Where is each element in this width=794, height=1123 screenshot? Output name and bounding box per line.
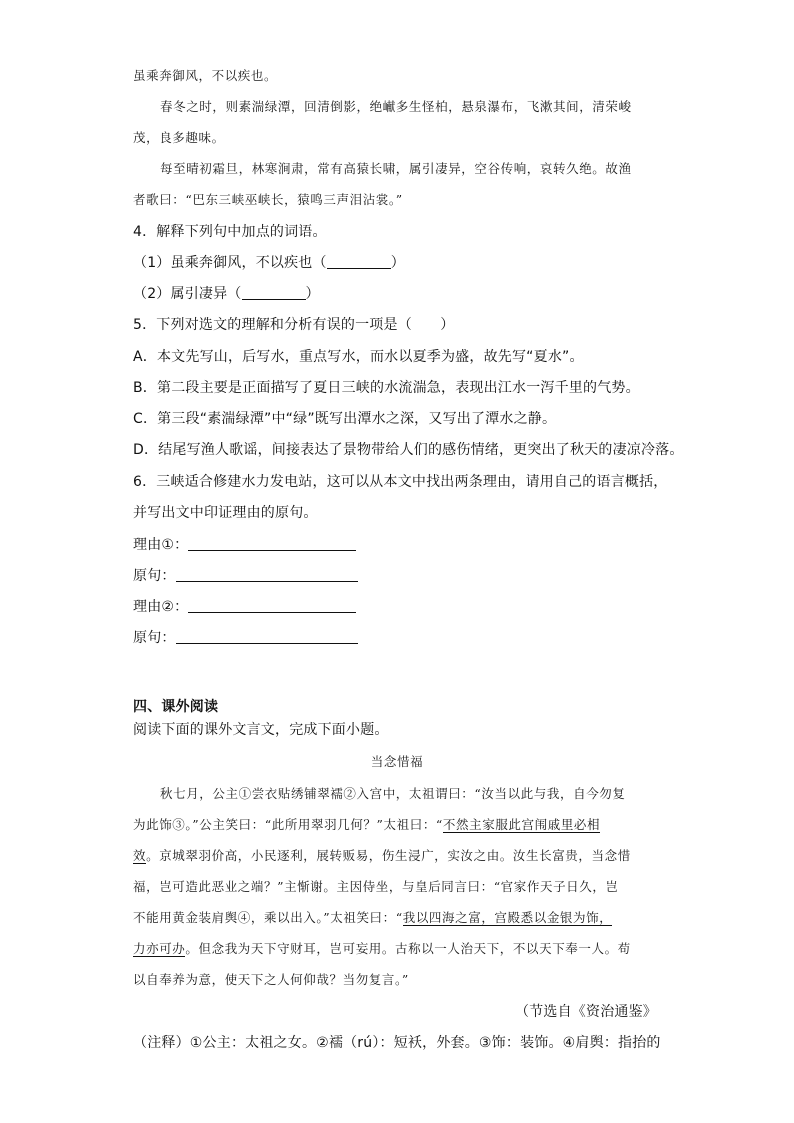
passage-text: 。京城翠羽价高，小民逐利，展转贩易，伤生浸广，实汝之由。汝生长富贵，当念惜 bbox=[146, 848, 631, 863]
answer-blank[interactable] bbox=[242, 285, 306, 300]
option-a: A．本文先写山，后写水，重点写水，而水以夏季为盛，故先写“夏水”。 bbox=[133, 349, 584, 365]
question-text: （1）虽乘奔御风，不以疾也（ bbox=[133, 255, 327, 271]
section-heading: 四、课外阅读 bbox=[133, 699, 219, 715]
reason-1-row bbox=[133, 535, 356, 555]
source-citation: （节选自《资治通鉴》 bbox=[515, 1004, 657, 1020]
question-4-2 bbox=[133, 284, 320, 304]
question-5: 5．下列对选文的理解和分析有误的一项是（ ） bbox=[133, 317, 455, 333]
original-1-row bbox=[133, 566, 358, 586]
option-b: B．第二段主要是正面描写了夏日三峡的水流湍急，表现出江水一泻千里的气势。 bbox=[133, 380, 640, 396]
passage-line bbox=[133, 908, 612, 928]
answer-blank[interactable] bbox=[176, 567, 358, 582]
question-6-cont: 并写出文中印证理由的原句。 bbox=[133, 505, 318, 521]
underlined-sentence: 效 bbox=[133, 848, 147, 863]
option-d: D．结尾写渔人歌谣，间接表达了景物带给人们的感伤情绪，更突出了秋天的凄凉冷落。 bbox=[133, 442, 684, 458]
passage-line: 者歌曰：“巴东三峡巫峡长，猿鸣三声泪沾裳。” bbox=[133, 192, 403, 207]
passage-line: 虽乘奔御风，不以疾也。 bbox=[133, 68, 278, 83]
reason-label: 理由②： bbox=[133, 599, 189, 615]
passage-text: 不能用黄金装肩舆④，乘以出入。”太祖笑曰：“ bbox=[133, 910, 403, 925]
passage-line bbox=[133, 846, 631, 866]
original-2-row bbox=[133, 628, 358, 648]
section-instruction: 阅读下面的课外文言文，完成下面小题。 bbox=[133, 722, 389, 738]
answer-blank[interactable] bbox=[327, 254, 391, 269]
reason-2-row bbox=[133, 597, 356, 617]
answer-blank[interactable] bbox=[188, 536, 356, 551]
passage-text: 为此饰③。”公主笑曰：“此所用翠羽几何？”太祖曰：“ bbox=[133, 817, 443, 832]
original-label: 原句： bbox=[133, 568, 176, 584]
passage-line: 福，岂可造此恶业之端？”主惭谢。主因侍坐，与皇后同言曰：“官家作天子日久，岂 bbox=[133, 879, 619, 894]
passage-line: 秋七月，公主①尝衣贴绣铺翠襦②入宫中，太祖谓曰：“汝当以此与我，自今勿复 bbox=[160, 786, 626, 801]
passage-line: 以自奉养为意，使天下之人何仰哉？当勿复言。” bbox=[133, 972, 409, 987]
passage-line bbox=[133, 815, 600, 835]
question-6: 6．三峡适合修建水力发电站，这可以从本文中找出两条理由，请用自己的语言概括， bbox=[133, 474, 668, 490]
option-c: C．第三段“素湍绿潭”中“绿”既写出潭水之深，又写出了潭水之静。 bbox=[133, 411, 557, 427]
question-text: ） bbox=[390, 255, 405, 271]
answer-blank[interactable] bbox=[176, 629, 358, 644]
passage-line: 每至晴初霜旦，林寒涧肃，常有高猿长啸，属引凄异，空谷传响，哀转久绝。故渔 bbox=[160, 161, 632, 176]
underlined-sentence: 我以四海之富，宫殿悉以金银为饰， bbox=[402, 910, 613, 925]
question-text: （2）属引凄异（ bbox=[133, 286, 242, 302]
annotation-notes: （注释）①公主：太祖之女。②襦（rú）：短袄，外套。③饰：装饰。④肩舆：指抬的 bbox=[133, 1035, 661, 1051]
passage-line: 茂，良多趣味。 bbox=[133, 130, 225, 145]
underlined-sentence: 不然主家服此宫闱戚里必相 bbox=[442, 817, 601, 832]
question-text: ） bbox=[305, 286, 320, 302]
original-label: 原句： bbox=[133, 630, 176, 646]
passage-text: 。但念我为天下守财耳，岂可妄用。古称以一人治天下，不以天下奉一人。苟 bbox=[185, 941, 631, 956]
reason-label: 理由①： bbox=[133, 537, 189, 553]
passage-line bbox=[133, 939, 631, 959]
question-4: 4．解释下列句中加点的词语。 bbox=[133, 224, 327, 240]
question-4-1 bbox=[133, 253, 405, 273]
passage-title: 当念惜福 bbox=[370, 754, 424, 769]
passage-line: 春冬之时，则素湍绿潭，回清倒影，绝𪩘多生怪柏，悬泉瀑布，飞漱其间，清荣峻 bbox=[160, 99, 632, 114]
underlined-sentence: 力亦可办 bbox=[133, 941, 186, 956]
answer-blank[interactable] bbox=[188, 598, 356, 613]
